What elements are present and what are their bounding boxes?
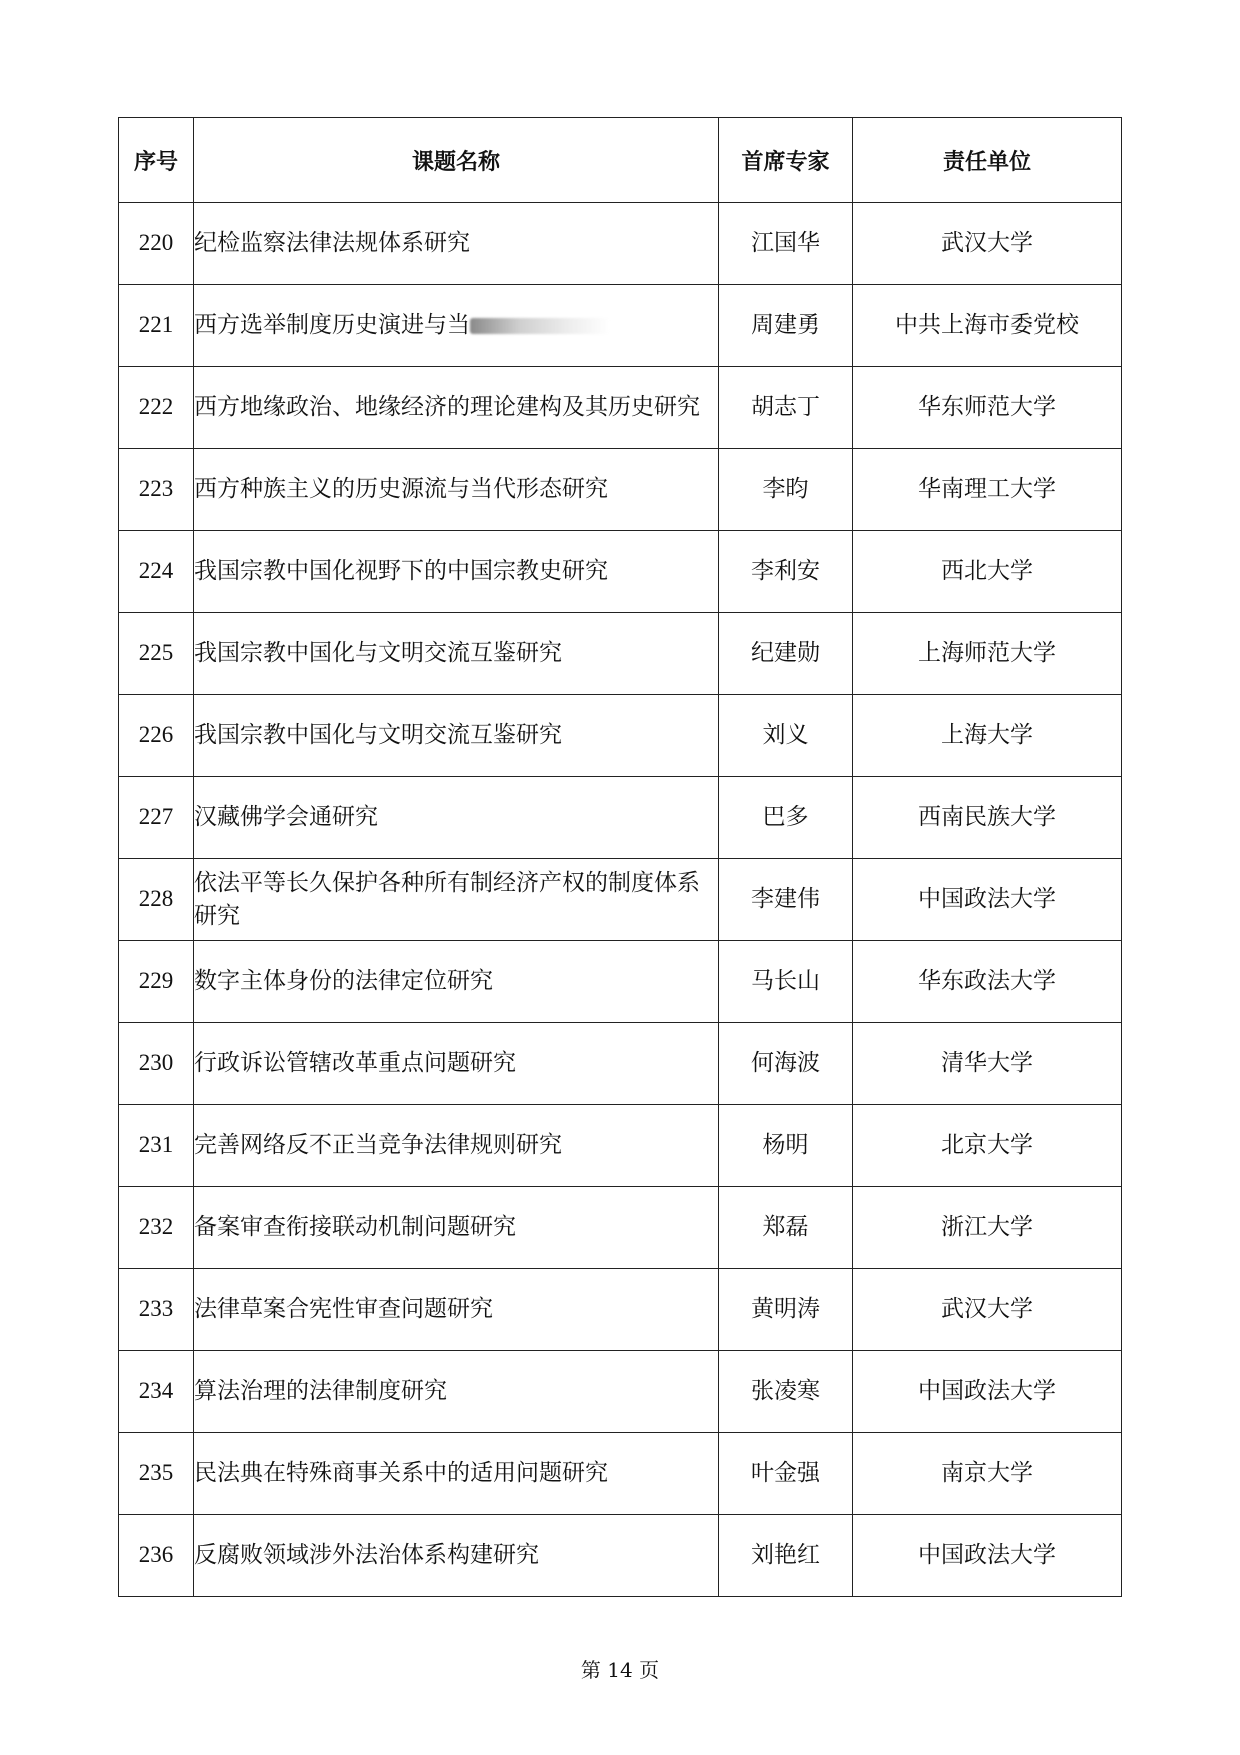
- row-number: 229: [119, 941, 194, 1023]
- header-title: 课题名称: [194, 118, 719, 203]
- responsible-unit: 南京大学: [853, 1433, 1122, 1515]
- responsible-unit: 中共上海市委党校: [853, 285, 1122, 367]
- chief-expert: 李建伟: [719, 859, 853, 941]
- responsible-unit: 上海师范大学: [853, 613, 1122, 695]
- project-title: 民法典在特殊商事关系中的适用问题研究: [194, 1433, 719, 1515]
- table-header-row: [119, 118, 1122, 203]
- chief-expert: 黄明涛: [719, 1269, 853, 1351]
- project-title: 反腐败领域涉外法治体系构建研究: [194, 1515, 719, 1597]
- table-row: [119, 1023, 1122, 1105]
- chief-expert: 杨明: [719, 1105, 853, 1187]
- row-number: 225: [119, 613, 194, 695]
- project-title: 西方种族主义的历史源流与当代形态研究: [194, 449, 719, 531]
- responsible-unit: 上海大学: [853, 695, 1122, 777]
- chief-expert: 纪建勋: [719, 613, 853, 695]
- project-title: 我国宗教中国化与文明交流互鉴研究: [194, 613, 719, 695]
- responsible-unit: 华东政法大学: [853, 941, 1122, 1023]
- chief-expert: 张凌寒: [719, 1351, 853, 1433]
- table-row: [119, 777, 1122, 859]
- project-table: [118, 117, 1122, 1597]
- row-number: 230: [119, 1023, 194, 1105]
- responsible-unit: 华南理工大学: [853, 449, 1122, 531]
- responsible-unit: 北京大学: [853, 1105, 1122, 1187]
- row-number: 221: [119, 285, 194, 367]
- table-row: [119, 531, 1122, 613]
- chief-expert: 马长山: [719, 941, 853, 1023]
- table-row: [119, 613, 1122, 695]
- project-title: 算法治理的法律制度研究: [194, 1351, 719, 1433]
- chief-expert: 李利安: [719, 531, 853, 613]
- responsible-unit: 西北大学: [853, 531, 1122, 613]
- table-row: [119, 1433, 1122, 1515]
- project-title: 西方地缘政治、地缘经济的理论建构及其历史研究: [194, 367, 719, 449]
- page-number: 第 14 页: [580, 1658, 660, 1682]
- chief-expert: 郑磊: [719, 1187, 853, 1269]
- project-title: 依法平等长久保护各种所有制经济产权的制度体系研究: [194, 859, 719, 941]
- responsible-unit: 西南民族大学: [853, 777, 1122, 859]
- row-number: 224: [119, 531, 194, 613]
- table-row: [119, 449, 1122, 531]
- row-number: 236: [119, 1515, 194, 1597]
- table-row: [119, 285, 1122, 367]
- project-title: 我国宗教中国化视野下的中国宗教史研究: [194, 531, 719, 613]
- chief-expert: 刘艳红: [719, 1515, 853, 1597]
- project-title-cell: [194, 285, 719, 367]
- row-number: 228: [119, 859, 194, 941]
- row-number: 234: [119, 1351, 194, 1433]
- responsible-unit: 武汉大学: [853, 203, 1122, 285]
- row-number: 223: [119, 449, 194, 531]
- chief-expert: 刘义: [719, 695, 853, 777]
- project-title: 纪检监察法律法规体系研究: [194, 203, 719, 285]
- row-number: 222: [119, 367, 194, 449]
- chief-expert: 胡志丁: [719, 367, 853, 449]
- chief-expert: 巴多: [719, 777, 853, 859]
- responsible-unit: 武汉大学: [853, 1269, 1122, 1351]
- responsible-unit: 中国政法大学: [853, 859, 1122, 941]
- row-number: 226: [119, 695, 194, 777]
- project-title: 汉藏佛学会通研究: [194, 777, 719, 859]
- responsible-unit: 清华大学: [853, 1023, 1122, 1105]
- project-title: 备案审查衔接联动机制问题研究: [194, 1187, 719, 1269]
- project-title: 完善网络反不正当竞争法律规则研究: [194, 1105, 719, 1187]
- responsible-unit: 中国政法大学: [853, 1515, 1122, 1597]
- responsible-unit: 华东师范大学: [853, 367, 1122, 449]
- chief-expert: 周建勇: [719, 285, 853, 367]
- chief-expert: 李昀: [719, 449, 853, 531]
- chief-expert: 何海波: [719, 1023, 853, 1105]
- project-title: 西方选举制度历史演进与当: [194, 312, 470, 339]
- responsible-unit: 中国政法大学: [853, 1351, 1122, 1433]
- table-row: [119, 1105, 1122, 1187]
- row-number: 235: [119, 1433, 194, 1515]
- chief-expert: 叶金强: [719, 1433, 853, 1515]
- table-row: [119, 941, 1122, 1023]
- table-row: [119, 367, 1122, 449]
- project-title: 行政诉讼管辖改革重点问题研究: [194, 1023, 719, 1105]
- project-title: 我国宗教中国化与文明交流互鉴研究: [194, 695, 719, 777]
- table-row: [119, 1515, 1122, 1597]
- table-row: [119, 1351, 1122, 1433]
- header-no: 序号: [119, 118, 194, 203]
- row-number: 227: [119, 777, 194, 859]
- responsible-unit: 浙江大学: [853, 1187, 1122, 1269]
- row-number: 220: [119, 203, 194, 285]
- row-number: 233: [119, 1269, 194, 1351]
- table-row: [119, 695, 1122, 777]
- table-row: [119, 203, 1122, 285]
- header-expert: 首席专家: [719, 118, 853, 203]
- table-row: [119, 859, 1122, 941]
- table-row: [119, 1187, 1122, 1269]
- chief-expert: 江国华: [719, 203, 853, 285]
- redaction-blur: [470, 318, 610, 334]
- row-number: 232: [119, 1187, 194, 1269]
- row-number: 231: [119, 1105, 194, 1187]
- project-title: 法律草案合宪性审查问题研究: [194, 1269, 719, 1351]
- table-body: [119, 203, 1122, 1597]
- project-title: 数字主体身份的法律定位研究: [194, 941, 719, 1023]
- table-row: [119, 1269, 1122, 1351]
- header-unit: 责任单位: [853, 118, 1122, 203]
